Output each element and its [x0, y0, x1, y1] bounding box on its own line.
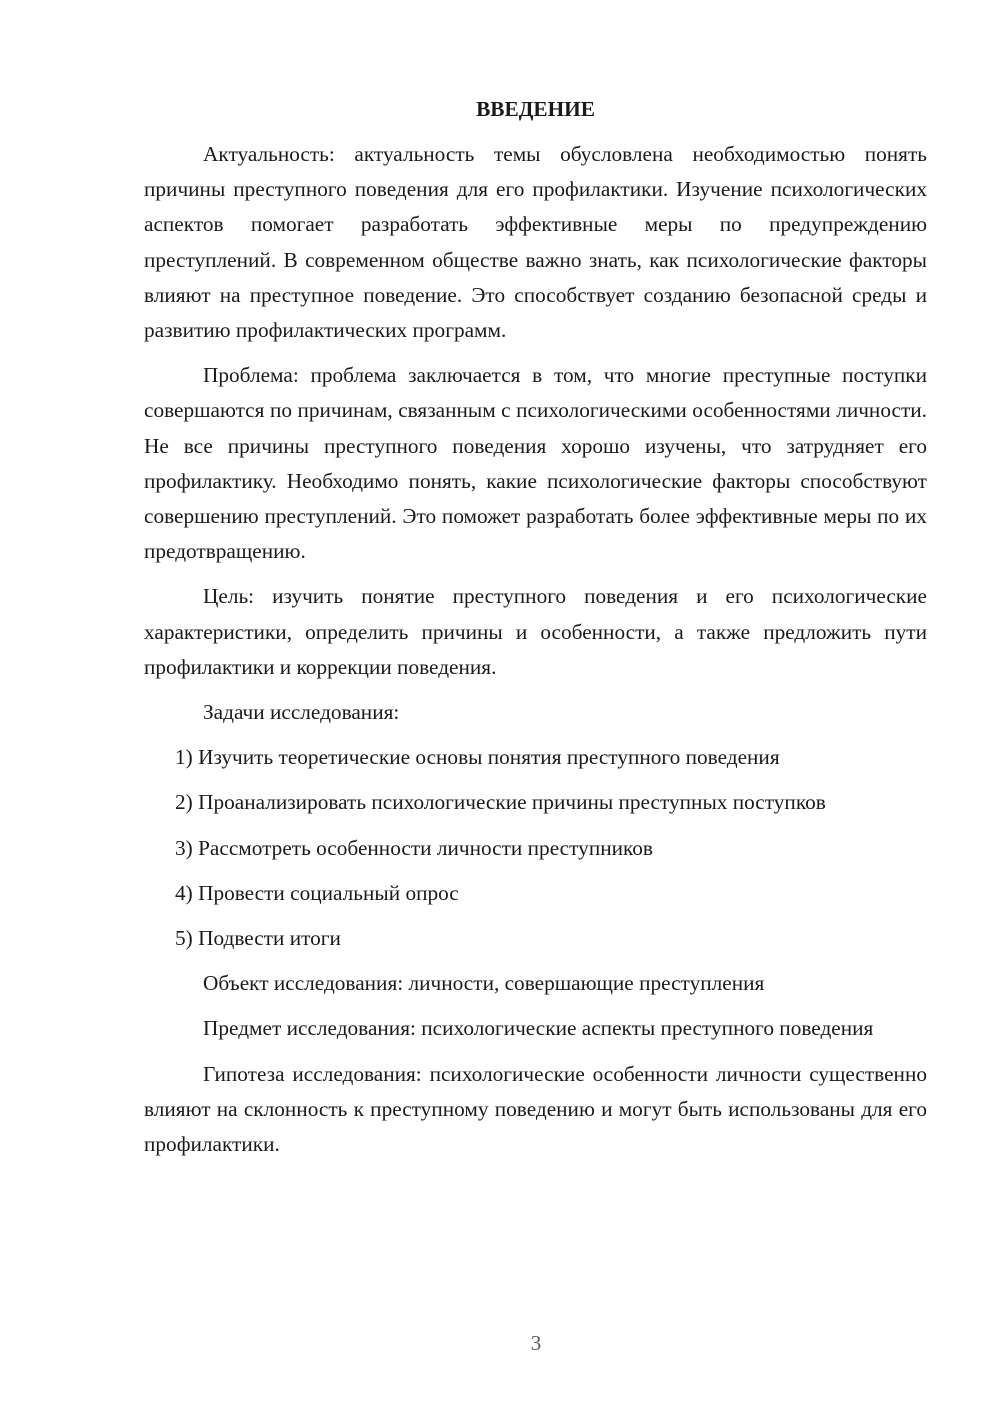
page-content: [144, 92, 927, 1172]
page-number: 3: [530, 1331, 542, 1355]
task-item-5: 5) Подвести итоги: [175, 926, 341, 951]
task-item-1: 1) Изучить теоретические основы понятия преступного поведения: [175, 745, 780, 770]
tasks-heading: Задачи исследования:: [203, 700, 400, 725]
problem-paragraph: Проблема: проблема заключается в том, что многие преступные поступки совершаются по причинам, связанным с психологическими особенностями личности. Не все причины преступного поведения хорошо изучены, что затрудняет его профилактику. Необходимо понять, какие психологические факторы способствуют совершению преступлений. Это поможет разработать более эффективные меры по их предотвращению.: [144, 363, 927, 564]
goal-paragraph: Цель: изучить понятие преступного поведения и его психологические характеристики, определить причины и особенности, а также предложить пути профилактики и коррекции поведения.: [144, 584, 927, 679]
subject-paragraph: Предмет исследования: психологические аспекты преступного поведения: [203, 1016, 874, 1041]
task-item-2: 2) Проанализировать психологические причины преступных поступков: [175, 790, 826, 815]
task-item-4: 4) Провести социальный опрос: [175, 880, 459, 905]
object-paragraph: Объект исследования: личности, совершающие преступления: [203, 971, 765, 996]
relevance-paragraph: Актуальность: актуальность темы обусловлена необходимостью понять причины преступного поведения для его профилактики. Изучение психологических аспектов помогает разработать эффективные меры по предупреждению преступлений. В современном обществе важно знать, как психологические факторы влияют на преступное поведение. Это способствует созданию безопасной среды и развитию профилактических программ.: [144, 142, 927, 343]
task-item-3: 3) Рассмотреть особенности личности преступников: [175, 835, 653, 860]
page-title: ВВЕДЕНИЕ: [476, 97, 595, 121]
hypothesis-paragraph: Гипотеза исследования: психологические особенности личности существенно влияют на склонность к преступному поведению и могут быть использованы для его профилактики.: [144, 1061, 927, 1157]
